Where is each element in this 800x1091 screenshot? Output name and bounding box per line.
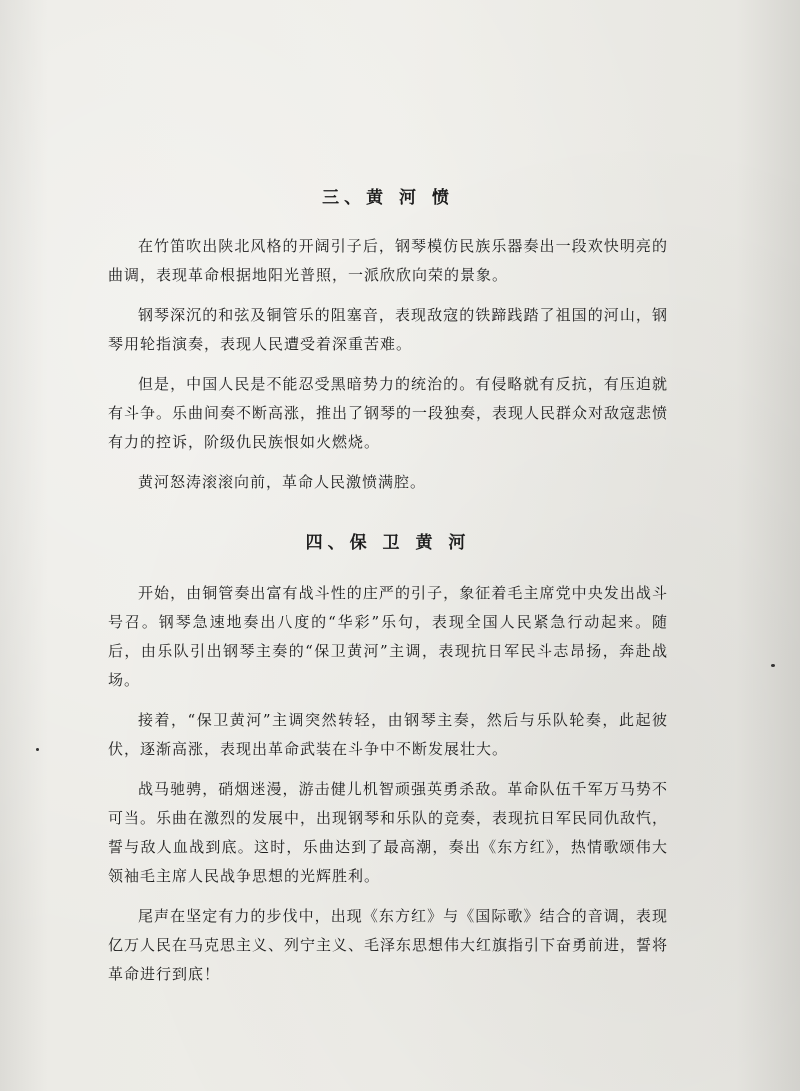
paragraph: 黄河怒涛滚滚向前，革命人民激愤满腔。 <box>138 473 427 491</box>
paragraph: 在竹笛吹出陕北风格的开阔引子后，钢琴模仿民族乐器奏出一段欢快明亮的曲调，表现革命根据地阳光普照，一派欣欣向荣的景象。 <box>108 237 668 284</box>
paragraph: 尾声在坚定有力的步伐中，出现《东方红》与《国际歌》结合的音调，表现亿万人民在马克思主义、列宁主义、毛泽东思想伟大红旗指引下奋勇前进，誓将革命进行到底！ <box>108 907 669 983</box>
paragraph: 开始，由铜管奏出富有战斗性的庄严的引子，象征着毛主席党中央发出战斗号召。钢琴急速地奏出八度的“华彩”乐句，表现全国人民紧急行动起来。随后，由乐队引出钢琴主奏的“保卫黄河”主调，表现抗日军民斗志昂扬，奔赴战场。 <box>108 584 668 689</box>
section-title: 四、保 卫 黄 河 <box>305 533 471 553</box>
ink-speck <box>36 748 39 751</box>
section-defend-yellow-river <box>108 523 668 989</box>
section-title: 三、黄 河 愤 <box>322 188 454 208</box>
document-body <box>108 178 668 989</box>
paragraph: 钢琴深沉的和弦及铜管乐的阻塞音，表现敌寇的铁蹄践踏了祖国的河山，钢琴用轮指演奏，表现人民遭受着深重苦难。 <box>108 306 668 353</box>
paragraph: 但是，中国人民是不能忍受黑暗势力的统治的。有侵略就有反抗，有压迫就有斗争。乐曲间奏不断高涨，推出了钢琴的一段独奏，表现人民群众对敌寇悲愤有力的控诉，阶级仇民族恨如火燃烧。 <box>108 375 669 451</box>
section-yellow-river-indignation <box>108 178 668 497</box>
paragraph: 接着，“保卫黄河”主调突然转轻，由钢琴主奏，然后与乐队轮奏，此起彼伏，逐渐高涨，表现出革命武装在斗争中不断发展壮大。 <box>108 711 668 758</box>
paragraph: 战马驰骋，硝烟迷漫，游击健儿机智顽强英勇杀敌。革命队伍千军万马势不可当。乐曲在激烈的发展中，出现钢琴和乐队的竞奏，表现抗日军民同仇敌忾，誓与敌人血战到底。这时，乐曲达到了最高潮，奏出《东方红》，热情歌颂伟大领袖毛主席人民战争思想的光辉胜利。 <box>108 780 669 885</box>
ink-speck <box>771 664 775 667</box>
